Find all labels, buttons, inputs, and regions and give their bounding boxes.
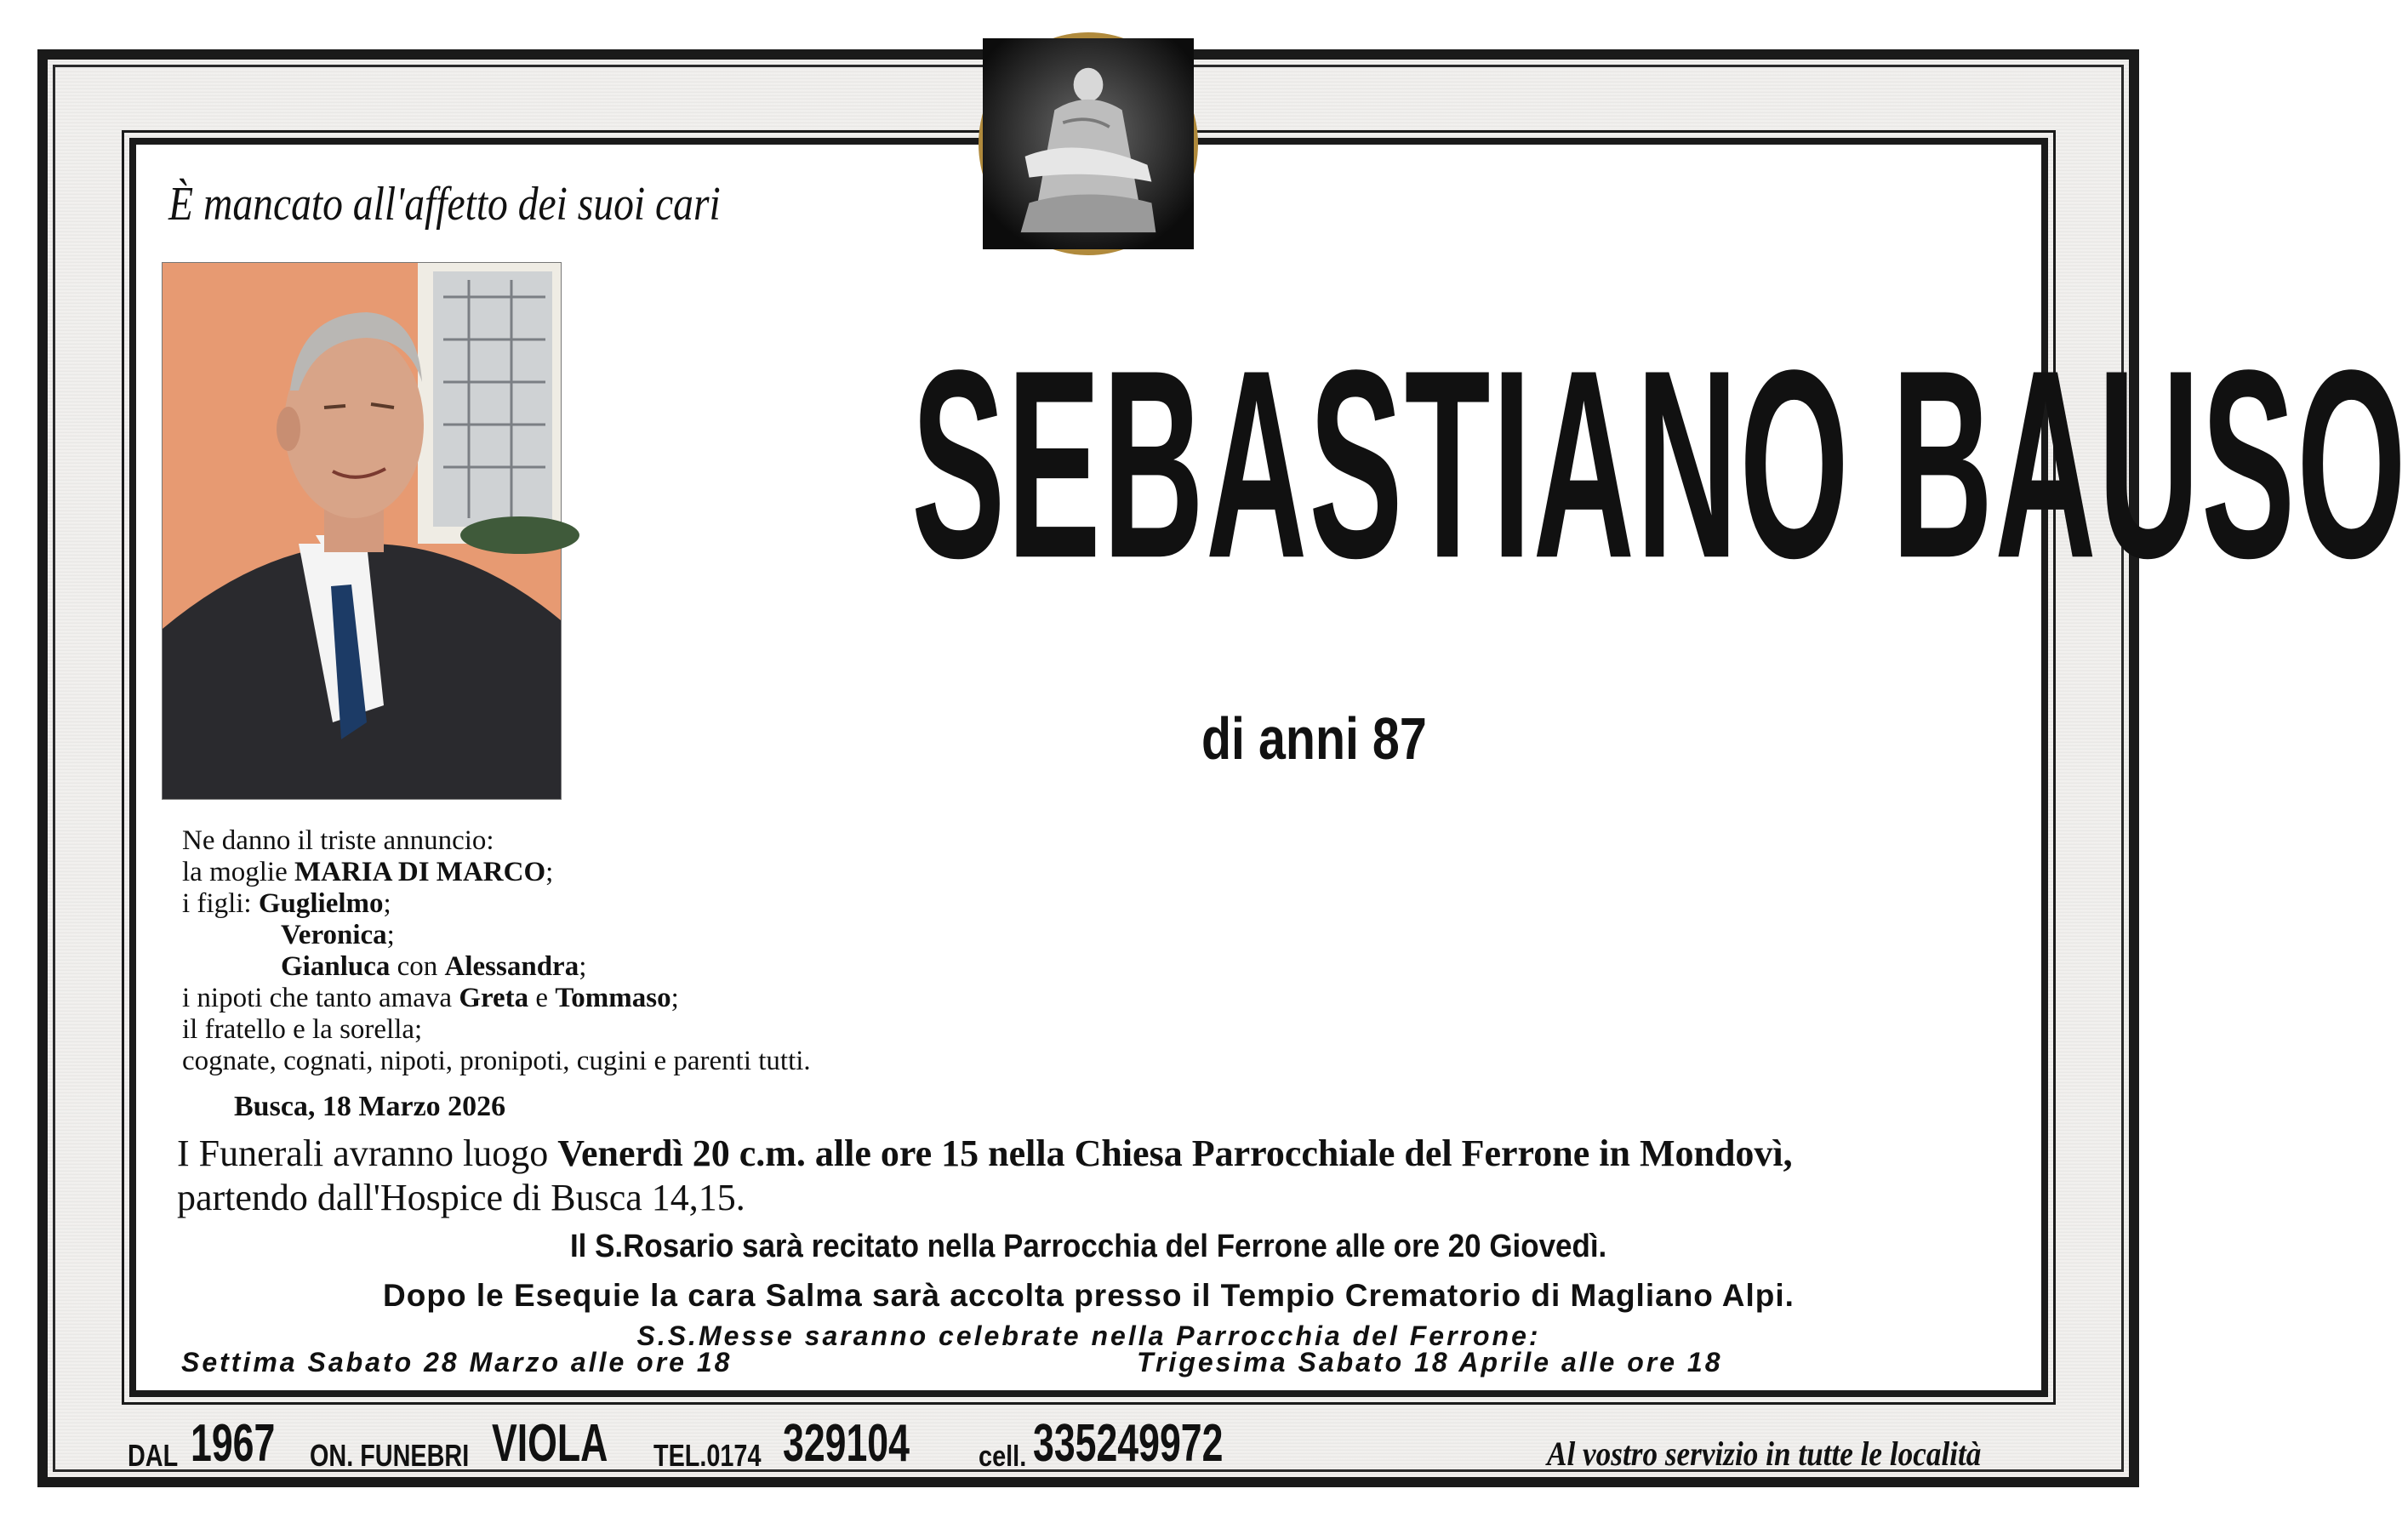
footer-year: 1967 [191,1414,276,1473]
funeral-line-2: partendo dall'Hospice di Busca 14,15. [177,1177,745,1218]
cremation-line: Dopo le Esequie la cara Salma sarà accolta presso il Tempio Crematorio di Magliano Alpi. [383,1278,1795,1313]
wife-line [182,857,811,888]
footer-tel-label: TEL.0174 [653,1438,762,1473]
pieta-medallion [979,32,1198,255]
children-line [182,888,811,920]
wife-name: MARIA DI MARCO [294,857,546,887]
footer-dal: DAL [128,1438,179,1473]
footer-on-funebri: ON. FUNEBRI [310,1438,470,1473]
footer-cell-number: 335249972 [1033,1414,1224,1473]
mourners-list [182,825,811,1077]
rosary-text: Il S.Rosario sarà recitato nella Parrocchia del Ferrone alle ore 20 Giovedì. [570,1229,1607,1264]
relatives-line: cognate, cognati, nipoti, pronipoti, cugini e parenti tutti. [182,1046,811,1076]
masses-heading: S.S.Messe saranno celebrate nella Parrocchia del Ferrone: [636,1320,1541,1351]
funeral-details [177,1132,1793,1220]
funeral-line-1 [177,1132,1793,1176]
funeral-when-where: Venerdì 20 c.m. alle ore 15 nella Chiesa Parrocchiale del Ferrone in Mondovì, [557,1132,1793,1174]
grandchildren-prefix: i nipoti che tanto amava [182,983,459,1013]
rosary-line [129,1229,2048,1265]
place-date: Busca, 18 Marzo 2026 [234,1091,506,1122]
funeral-home-footer [128,1406,2059,1474]
children-prefix: i figli: [182,888,259,919]
footer-tel-number: 329104 [783,1414,910,1473]
wife-suffix: ; [545,857,554,887]
deceased-name [911,313,2408,614]
footer-tagline: Al vostro servizio in tutte le località [1547,1434,1982,1473]
age-line: di anni 87 [1201,705,1427,772]
footer-company: VIOLA [492,1414,608,1473]
child-suffix: ; [579,951,587,982]
child-line [182,951,811,983]
mass-thirtieth: Trigesima Sabato 18 Aprile alle ore 18 [1137,1347,1723,1377]
funeral-prefix: I Funerali avranno luogo [177,1132,558,1174]
child-suffix: ; [386,920,395,950]
pieta-image [983,37,1194,251]
announce-line: Ne danno il triste annuncio: [182,825,494,856]
grandchild-name: Greta [459,983,529,1013]
grandchild-name: Tommaso [555,983,671,1013]
deceased-name-text: SEBASTIANO BAUSO [911,313,2408,614]
child-name: Guglielmo [258,888,384,919]
grandchildren-joiner: e [528,983,556,1013]
footer-cell-label: cell. [979,1440,1027,1473]
child-joiner: con [390,951,445,982]
child-name: Veronica [281,920,387,950]
wife-prefix: la moglie [182,857,294,887]
grandchildren-suffix: ; [670,983,679,1013]
child-suffix: ; [383,888,391,919]
child-partner-name: Alessandra [444,951,579,982]
mass-seventh: Settima Sabato 28 Marzo alle ore 18 [181,1347,733,1377]
siblings-line: il fratello e la sorella; [182,1014,423,1045]
deceased-photo [162,262,562,800]
child-line [182,920,811,951]
child-name: Gianluca [281,951,391,982]
intro-line: È mancato all'affetto dei suoi cari [168,178,721,231]
grandchildren-line [182,983,811,1014]
